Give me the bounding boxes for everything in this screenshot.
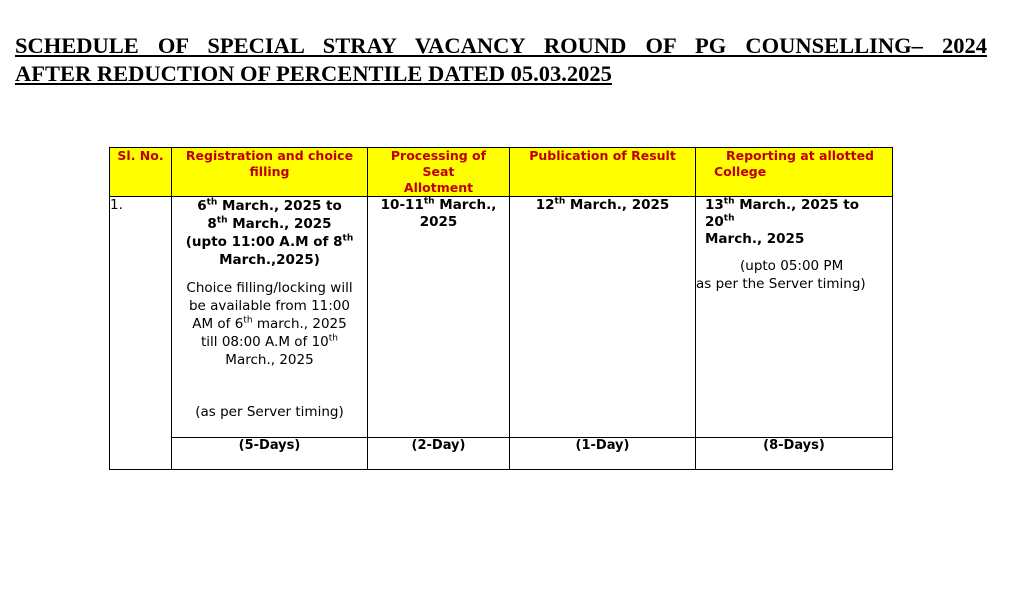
duration-sl-blank [110,438,172,470]
duration-reporting: (8-Days) [696,438,893,470]
header-sl-no: Sl. No. [110,148,172,197]
header-publication: Publication of Result [510,148,696,197]
header-reporting: Reporting at allotted College [696,148,893,197]
duration-row [110,438,893,470]
registration-dates: 6th March., 2025 to 8th March., 2025 (upto 11:00 A.M of 8th March.,2025) [185,197,354,268]
page-title [15,32,1000,88]
cell-sl-no: 1. [110,197,172,438]
cell-reporting [696,197,893,438]
table-header-row [110,148,893,197]
reporting-upto: (upto 05:00 PM [740,258,844,274]
registration-note: Choice filling/locking will be available from 11:00 AM of 6th march., 2025 till 08:00 A.M of 10th March., 2025 [186,280,353,368]
registration-server-note: (as per Server timing) [195,404,344,420]
cell-publication: 12th March., 2025 [510,197,696,438]
header-processing: Processing of Seat Allotment [368,148,510,197]
title-line-1: SCHEDULE OF SPECIAL STRAY VACANCY ROUND OF PG COUNSELLING– 2024 [15,33,987,58]
duration-registration: (5-Days) [172,438,368,470]
reporting-server-note: as per the Server timing) [696,276,866,292]
duration-processing: (2-Day) [368,438,510,470]
cell-processing: 10-11th March., 2025 [368,197,510,438]
duration-publication: (1-Day) [510,438,696,470]
schedule-table [109,147,893,470]
table-row [110,197,893,438]
reporting-dates: 13th March., 2025 to 20th March., 2025 [705,196,859,247]
header-registration: Registration and choice filling [172,148,368,197]
cell-registration [172,197,368,438]
title-line-2: AFTER REDUCTION OF PERCENTILE DATED 05.03.2025 [15,61,612,86]
